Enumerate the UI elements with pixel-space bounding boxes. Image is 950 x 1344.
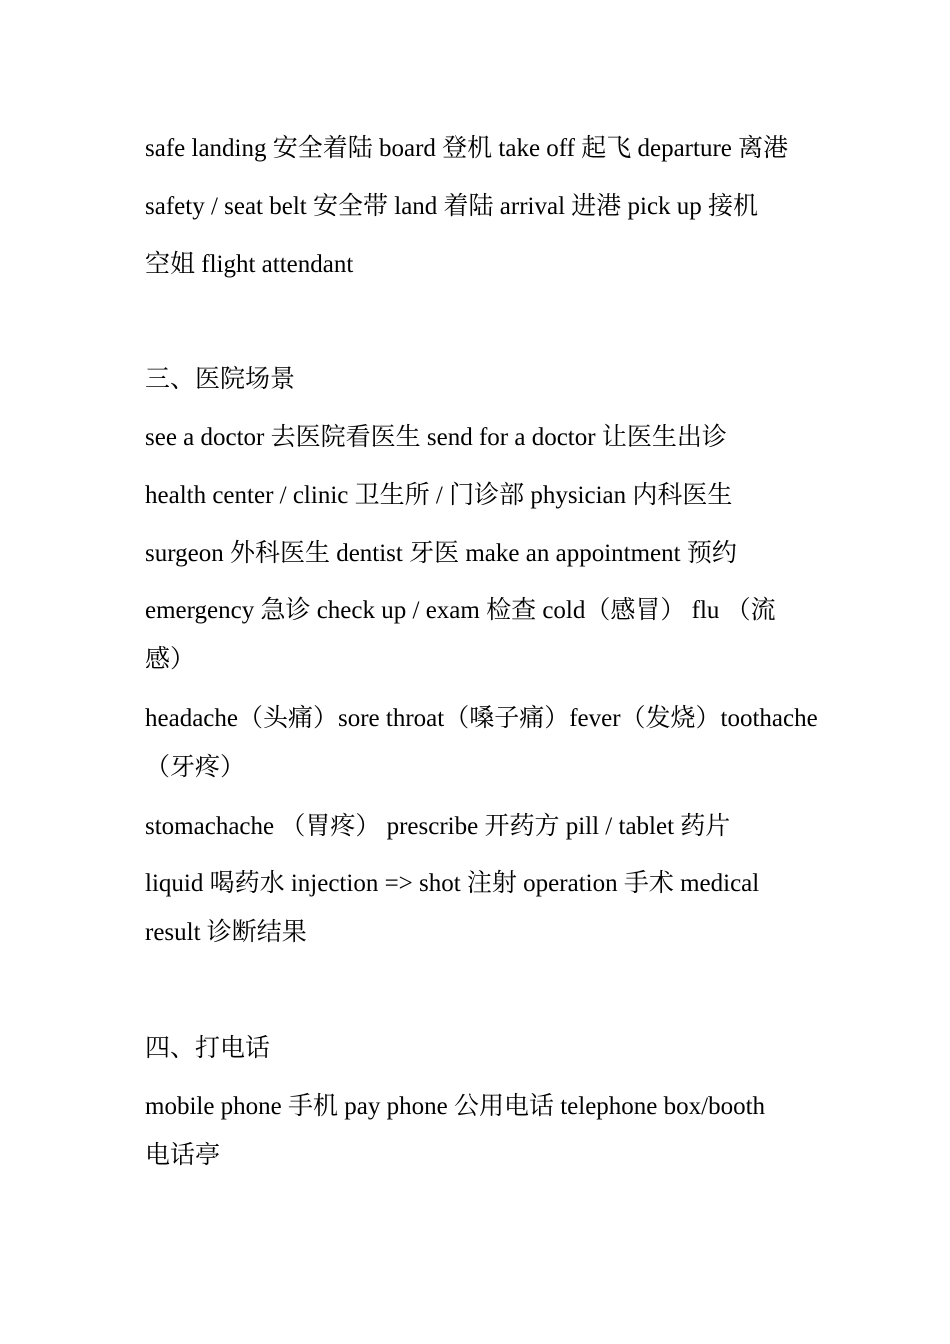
section-heading-phone: 四、打电话 xyxy=(145,1035,271,1062)
text-line: surgeon 外科医生 dentist 牙医 make an appointment 预约 xyxy=(145,540,737,567)
text-line: emergency 急诊 check up / exam 检查 cold（感冒） flu （流 xyxy=(145,597,776,624)
text-line: （牙疼） xyxy=(145,754,246,781)
text-line: safety / seat belt 安全带 land 着陆 arrival 进港 pick up 接机 xyxy=(145,193,759,220)
text-line: health center / clinic 卫生所 / 门诊部 physician 内科医生 xyxy=(145,482,733,509)
text-line: 空姐 flight attendant xyxy=(145,251,354,278)
text-line: see a doctor 去医院看医生 send for a doctor 让医生出诊 xyxy=(145,424,727,451)
text-line: mobile phone 手机 pay phone 公用电话 telephone box/booth xyxy=(145,1093,766,1120)
text-line: result 诊断结果 xyxy=(145,919,307,946)
text-line: headache（头痛）sore throat（嗓子痛）fever（发烧）toothache xyxy=(145,705,818,732)
section-heading-hospital: 三、医院场景 xyxy=(145,366,296,393)
text-line: safe landing 安全着陆 board 登机 take off 起飞 departure 离港 xyxy=(145,135,789,162)
text-line: stomachache （胃疼） prescribe 开药方 pill / tablet 药片 xyxy=(145,813,731,840)
text-line: 电话亭 xyxy=(145,1142,221,1169)
text-line: 感） xyxy=(145,646,196,673)
text-line: liquid 喝药水 injection => shot 注射 operation 手术 medical xyxy=(145,870,760,897)
